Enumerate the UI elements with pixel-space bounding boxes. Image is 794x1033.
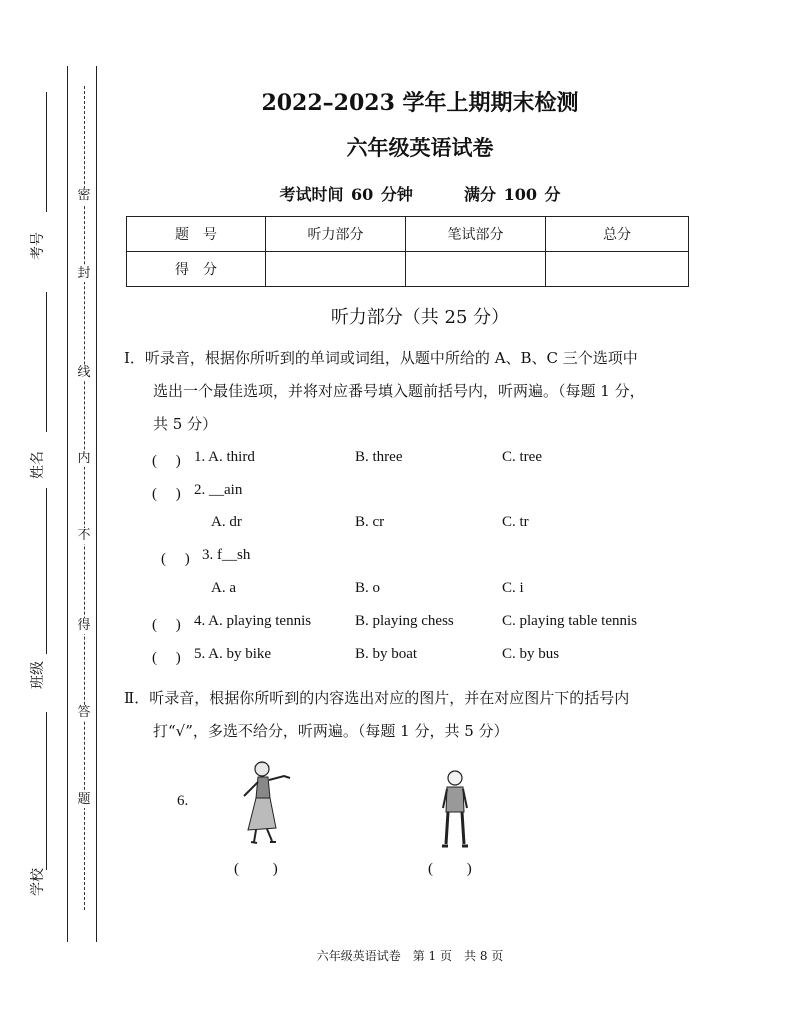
part1-instruction	[124, 342, 699, 441]
seal-char: 得	[74, 618, 94, 634]
option-a: A. a	[211, 580, 236, 596]
page-footer: 六年级英语试卷 第 1 页 共 8 页	[316, 949, 504, 963]
exam-info	[160, 182, 680, 205]
exam-title: 2022–2023 学年上期期末检测	[261, 90, 579, 116]
seal-char: 不	[74, 528, 94, 544]
score-table-header: 听力部分	[266, 217, 406, 252]
answer-bracket[interactable]: ( )	[161, 551, 190, 567]
instruction-line: 打“√”，多选不给分，听两遍。（每题 1 分，共 5 分）	[153, 722, 509, 740]
option-c: C. playing table tennis	[502, 613, 637, 629]
part2-instruction	[124, 682, 699, 748]
seal-dashed-line	[84, 86, 85, 910]
question-number: 6.	[177, 793, 189, 809]
class-line[interactable]	[46, 488, 47, 654]
question-stem: 2. __ain	[194, 482, 243, 498]
instruction-line: Ⅱ．听录音，根据你所听到的内容选出对应的图片，并在对应图片下的括号内	[124, 689, 630, 707]
seal-char: 封	[74, 266, 94, 282]
exam-time: 考试时间 60 分钟	[279, 185, 413, 204]
class-label: 班级	[30, 661, 46, 689]
score-table-header: 笔试部分	[406, 217, 546, 252]
section-title: 听力部分（共 25 分）	[330, 307, 510, 328]
option-b: B. by boat	[355, 646, 418, 662]
question-stem: 5. A. by bike	[194, 646, 272, 662]
pic2-answer-bracket[interactable]: ( )	[428, 861, 472, 877]
answer-bracket[interactable]: ( )	[152, 650, 181, 666]
instruction-line: Ⅰ．听录音，根据你所听到的单词或词组，从题中所给的 A、B、C 三个选项中	[124, 349, 638, 367]
school-label: 学校	[30, 868, 46, 896]
option-c: C. tr	[502, 514, 529, 530]
dancing-girl-icon[interactable]	[234, 758, 296, 846]
seal-char: 答	[74, 705, 94, 721]
option-c: C. by bus	[502, 646, 560, 662]
score-table-header: 总分	[546, 217, 689, 252]
answer-bracket[interactable]: ( )	[152, 453, 181, 469]
margin-rule-inner	[96, 66, 97, 942]
question-stem: 3. f__sh	[202, 547, 251, 563]
seal-char: 线	[74, 365, 94, 381]
score-cell-writing[interactable]	[406, 252, 546, 287]
score-row-label: 得 分	[127, 252, 266, 287]
answer-bracket[interactable]: ( )	[152, 617, 181, 633]
option-b: B. playing chess	[355, 613, 454, 629]
instruction-line: 选出一个最佳选项，并将对应番号填入题前括号内，听两遍。（每题 1 分，	[153, 382, 645, 400]
name-label: 姓名	[30, 451, 46, 479]
pic1-answer-bracket[interactable]: ( )	[234, 861, 278, 877]
option-a: A. dr	[211, 514, 242, 530]
option-b: B. three	[355, 449, 403, 465]
school-line[interactable]	[46, 712, 47, 870]
option-c: C. tree	[502, 449, 542, 465]
seal-char: 题	[74, 792, 94, 808]
score-table-header: 题 号	[127, 217, 266, 252]
answer-bracket[interactable]: ( )	[152, 486, 181, 502]
standing-boy-icon[interactable]	[437, 768, 473, 850]
exam-subtitle: 六年级英语试卷	[346, 135, 494, 160]
seal-char: 内	[74, 451, 94, 467]
question-stem: 4. A. playing tennis	[194, 613, 312, 629]
instruction-line: 共 5 分）	[153, 415, 218, 433]
exam-number-line[interactable]	[46, 92, 47, 212]
score-cell-total[interactable]	[546, 252, 689, 287]
option-b: B. cr	[355, 514, 385, 530]
exam-full-score: 满分 100 分	[464, 185, 561, 204]
score-table	[126, 216, 689, 287]
question-stem: 1. A. third	[194, 449, 255, 465]
option-c: C. i	[502, 580, 524, 596]
exam-number-label: 考号	[30, 232, 46, 260]
margin-rule-outer	[67, 66, 68, 942]
option-b: B. o	[355, 580, 381, 596]
name-line[interactable]	[46, 292, 47, 432]
seal-char: 密	[74, 188, 94, 204]
score-cell-listening[interactable]	[266, 252, 406, 287]
